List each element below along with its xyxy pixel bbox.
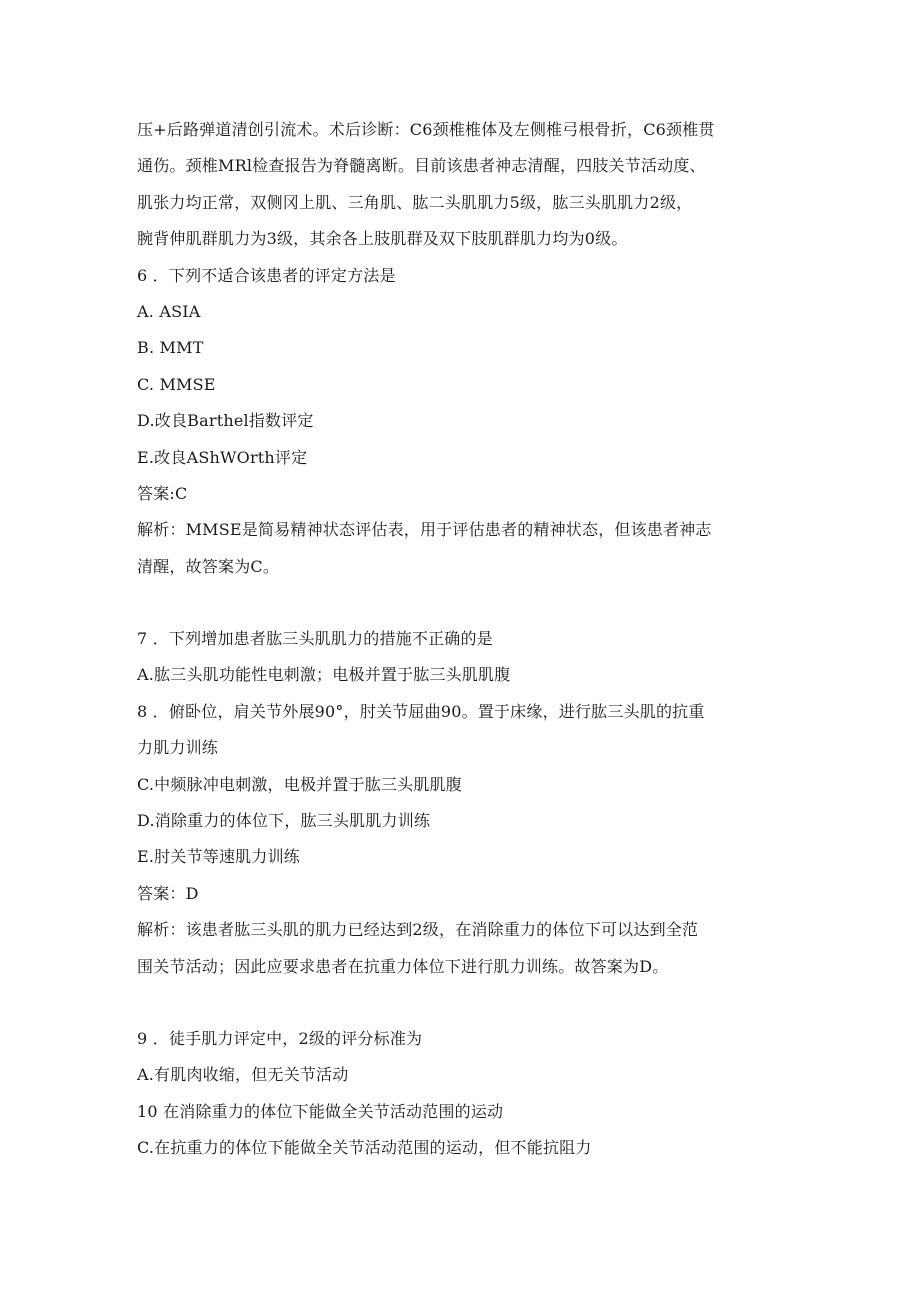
case-line: 肌张力均正常，双侧冈上肌、三角肌、肱二头肌肌力5级，肱三头肌肌力2级，	[137, 192, 693, 212]
option-c: C.在抗重力的体位下能做全关节活动范围的运动，但不能抗阻力	[137, 1138, 592, 1158]
option-b-continued: 力肌力训练	[137, 738, 219, 758]
question-stem: 6 ．下列不适合该患者的评定方法是	[137, 265, 396, 285]
spacer	[137, 585, 787, 621]
option-a: A. ASIA	[137, 301, 201, 321]
question-7	[137, 621, 787, 985]
question-stem: 9 ．徒手肌力评定中，2级的评分标准为	[137, 1028, 423, 1048]
case-description	[137, 112, 787, 258]
question-9	[137, 1021, 787, 1167]
option-a: A.有肌肉收缩，但无关节活动	[137, 1065, 349, 1085]
answer: 答案:C	[137, 483, 188, 503]
analysis-line: 解析：该患者肱三头肌的肌力已经达到2级，在消除重力的体位下可以达到全范	[137, 920, 699, 940]
document-page	[137, 112, 787, 1167]
option-d: D.改良Barthel指数评定	[137, 411, 314, 431]
option-a: A.肱三头肌功能性电刺激；电极并置于肱三头肌肌腹	[137, 665, 511, 685]
question-6	[137, 258, 787, 586]
option-e: E.改良AShWOrth评定	[137, 447, 308, 467]
option-e: E.肘关节等速肌力训练	[137, 847, 300, 867]
case-line: 压+后路弹道清创引流术。术后诊断：C6颈椎椎体及左侧椎弓根骨折，C6颈椎贯	[137, 120, 715, 139]
analysis-line: 解析：MMSE是简易精神状态评估表，用于评估患者的精神状态，但该患者神志	[137, 520, 712, 540]
analysis-line: 清醒，故答案为C。	[137, 556, 280, 576]
answer: 答案：D	[137, 883, 199, 903]
case-line: 腕背伸肌群肌力为3级，其余各上肢肌群及双下肢肌群肌力均为0级。	[137, 229, 628, 249]
option-b: 10 在消除重力的体位下能做全关节活动范围的运动	[137, 1101, 504, 1121]
option-b: B. MMT	[137, 338, 204, 358]
option-b: 8 ．俯卧位，肩关节外展90°，肘关节屈曲90。置于床缘，进行肱三头肌的抗重	[137, 701, 705, 721]
option-d: D.消除重力的体位下，肱三头肌肌力训练	[137, 811, 431, 831]
option-c: C. MMSE	[137, 374, 216, 394]
question-stem: 7 ．下列增加患者肱三头肌肌力的措施不正确的是	[137, 629, 493, 649]
case-line: 通伤。颈椎MRl检查报告为脊髓离断。目前该患者神志清醒，四肢关节活动度、	[137, 156, 706, 176]
option-c: C.中频脉冲电刺激，电极并置于肱三头肌肌腹	[137, 774, 462, 794]
analysis-line: 围关节活动；因此应要求患者在抗重力体位下进行肌力训练。故答案为D。	[137, 956, 669, 976]
spacer	[137, 985, 787, 1021]
